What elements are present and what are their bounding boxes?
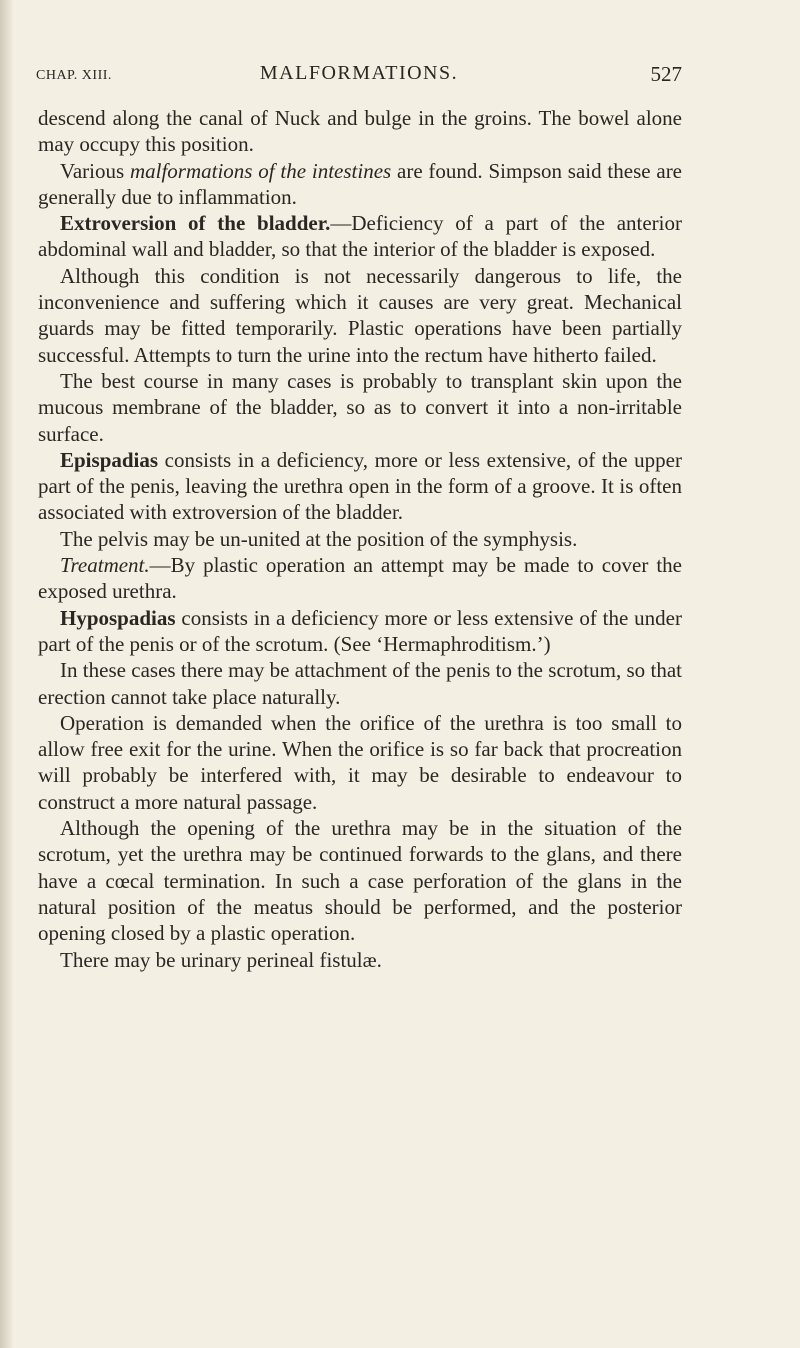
page-number: 527 xyxy=(650,62,682,86)
paragraph xyxy=(38,105,682,158)
page-edge-shadow xyxy=(0,0,14,1348)
body-text xyxy=(38,105,682,973)
paragraph-text: There may be urinary perineal fistulæ. xyxy=(60,947,382,972)
italic-phrase: malformations of the intestines xyxy=(129,158,392,183)
running-title: MALFORMATIONS. xyxy=(259,62,459,84)
paragraph xyxy=(38,263,682,368)
paragraph-text: Although the opening of the urethra may be in the situation of the scrotum, yet the urethra may be continued forwards to the glans, and there have a cœcal termination. In such a case perforation of the glans in the natural position of the meatus should be performed, and the posterior opening closed by a plastic operation. xyxy=(38,816,682,946)
paragraph-text: —By plastic operation an attempt may be made to cover the exposed urethra. xyxy=(38,553,682,604)
paragraph xyxy=(38,815,682,946)
paragraph-text: —Deficiency of a part of the anterior abdominal wall and bladder, so that the interior of the bladder is exposed. xyxy=(38,211,682,262)
paragraph-text: Although this condition is not necessarily dangerous to life, the inconvenience and suffering which it causes are very great. Mechanical guards may be fitted temporarily. Plastic operations have been partially successful. Attempts to turn the urine into the rectum have hitherto failed. xyxy=(38,263,682,367)
paragraph-text: consists in a deficiency more or less extensive of the under part of the penis or of the scrotum. (See ‘Hermaphroditism.’) xyxy=(38,605,682,656)
paragraph xyxy=(38,210,682,263)
section-heading: Epispadias xyxy=(60,447,159,472)
paragraph-text: are found. Simpson said these are generally due to inflammation. xyxy=(38,158,683,209)
paragraph-text: descend along the canal of Nuck and bulge in the groins. The bowel alone may occupy this position. xyxy=(38,106,682,157)
paragraph xyxy=(38,552,682,605)
paragraph xyxy=(38,947,682,973)
paragraph xyxy=(38,526,682,552)
paragraph-text: The pelvis may be un-united at the position of the symphysis. xyxy=(60,526,578,551)
paragraph xyxy=(38,368,682,447)
paragraph xyxy=(38,158,682,211)
running-header xyxy=(36,62,682,92)
paragraph-text: In these cases there may be attachment of the penis to the scrotum, so that erection cannot take place naturally. xyxy=(38,658,682,709)
paragraph-text: Operation is demanded when the orifice of the urethra is too small to allow free exit for the urine. When the orifice is so far back that procreation will probably be interfered with, it may be desirable to endeavour to construct a more natural passage. xyxy=(38,710,682,814)
italic-heading: Treatment. xyxy=(60,553,150,578)
paragraph xyxy=(38,710,682,815)
chapter-label: CHAP. XIII. xyxy=(36,68,112,83)
section-heading: Extroversion of the bladder. xyxy=(60,211,331,236)
section-heading: Hypospadias xyxy=(60,605,176,630)
paragraph xyxy=(38,657,682,710)
paragraph-text: Various xyxy=(60,158,130,183)
paragraph-text: The best course in many cases is probably to transplant skin upon the mucous membrane of the bladder, so as to convert it into a non-irritable surface. xyxy=(38,368,682,446)
paragraph xyxy=(38,447,682,526)
paragraph-text: consists in a deficiency, more or less extensive, of the upper part of the penis, leaving the urethra open in the form of a groove. It is often associated with extroversion of the bladder. xyxy=(38,447,682,525)
paragraph xyxy=(38,605,682,658)
